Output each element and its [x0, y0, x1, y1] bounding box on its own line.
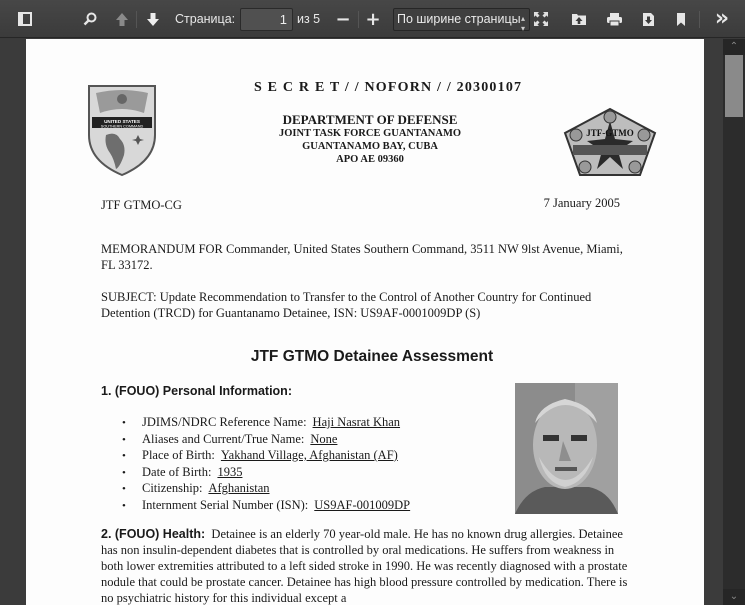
zoom-out-button[interactable]: − — [335, 8, 351, 30]
jtf-gtmo-seal — [563, 107, 657, 177]
pdf-toolbar — [0, 0, 745, 38]
detainee-photo — [515, 383, 618, 514]
southcom-seal — [86, 83, 158, 177]
zoom-select[interactable] — [393, 8, 530, 31]
list-item — [122, 464, 410, 481]
tools-button[interactable]: » — [714, 6, 730, 31]
info-label: Aliases and Current/True Name: — [142, 431, 305, 446]
window-edge — [745, 0, 755, 611]
bookmark-icon — [676, 12, 686, 27]
zoom-in-button[interactable]: + — [365, 8, 381, 30]
info-label: Date of Birth: — [142, 464, 212, 479]
location-heading: GUANTANAMO BAY, CUBA — [302, 141, 438, 152]
info-value: Afghanistan — [208, 481, 270, 495]
select-arrows-icon: ▴ ▾ — [520, 14, 525, 33]
classification-marking: S E C R E T / / NOFORN / / 20300107 — [254, 80, 523, 95]
sidebar-toggle-button[interactable] — [14, 0, 36, 38]
bookmark-button[interactable] — [671, 0, 691, 38]
open-file-icon — [571, 12, 587, 26]
office-code: JTF GTMO-CG — [101, 198, 182, 212]
arrow-down-icon — [146, 12, 160, 27]
page-label: Страница: — [175, 12, 236, 26]
info-label: Place of Birth: — [142, 448, 215, 462]
document-viewer — [0, 39, 723, 605]
jtf-gtmo-pentagon-icon — [563, 107, 657, 177]
scroll-up-button[interactable]: ⌃ — [723, 39, 745, 55]
zoom-select-value: По ширине страницы — [397, 12, 521, 26]
print-button[interactable] — [603, 0, 625, 38]
list-item — [122, 431, 410, 448]
page-number-input[interactable]: 1 — [240, 8, 293, 31]
next-page-button[interactable] — [143, 0, 163, 38]
info-value: 1935 — [217, 464, 243, 479]
scrollbar-thumb[interactable] — [725, 55, 743, 117]
department-heading: DEPARTMENT OF DEFENSE — [282, 112, 458, 127]
previous-page-button[interactable] — [112, 0, 132, 38]
pdf-page — [26, 39, 704, 605]
personal-info-list — [122, 414, 410, 513]
search-button[interactable] — [80, 0, 100, 38]
scroll-down-button[interactable]: ⌄ — [723, 589, 745, 605]
svg-text:SOUTHERN COMMAND: SOUTHERN COMMAND — [100, 124, 144, 129]
list-item — [122, 480, 410, 497]
arrow-up-icon — [115, 12, 129, 27]
section-2-heading: 2. (FOUO) Health: — [101, 527, 206, 541]
health-text: Detainee is an elderly 70 year-old male. He has no known drug allergies. Detainee has non insulin-dependent diabetes that is controlled by oral medications. He suffers from weakness in both lower extremities attributed to a left sided stroke in 1990. He was recently diagnosed with a prostate nodule that could be prostate cancer. Detainee has high blood pressure controlled by medication. There is no psychiatric history for this individual except a — [101, 527, 628, 605]
info-label: JDIMS/NDRC Reference Name: — [142, 415, 307, 429]
info-value: Yakhand Village, Afghanistan (AF) — [220, 448, 398, 462]
memorandum-line: MEMORANDUM FOR Commander, United States Southern Command, 3511 NW 9lst Avenue, Miami, FL 33172. — [101, 242, 623, 272]
section-1-heading: 1. (FOUO) Personal Information: — [101, 384, 292, 398]
svg-text:JTF-GTMO: JTF-GTMO — [586, 128, 634, 138]
vertical-scrollbar[interactable] — [723, 39, 745, 605]
search-icon — [83, 12, 97, 26]
download-icon — [642, 12, 655, 27]
memo-date: 7 January 2005 — [543, 196, 620, 210]
fullscreen-icon — [533, 11, 549, 27]
apo-heading: APO AE 09360 — [336, 154, 404, 165]
southcom-shield-icon — [86, 83, 158, 177]
assessment-title: JTF GTMO Detainee Assessment — [250, 348, 494, 365]
list-item — [122, 497, 410, 514]
open-file-button[interactable] — [568, 0, 590, 38]
window-edge — [0, 605, 755, 611]
page-count: из 5 — [297, 12, 321, 26]
print-icon — [606, 12, 623, 27]
presentation-mode-button[interactable] — [530, 0, 552, 38]
info-value: US9AF-001009DP — [314, 497, 411, 512]
info-value: None — [310, 431, 338, 446]
subject-line: SUBJECT: Update Recommendation to Transfer to the Control of Another Country for Continued Detention (TRCD) for Guantanamo Detainee, ISN: US9AF-0001009DP (S) — [101, 290, 592, 320]
portrait-icon — [515, 383, 618, 514]
list-item — [122, 447, 410, 464]
sidebar-toggle-icon — [18, 12, 32, 26]
list-item — [122, 414, 410, 431]
svg-text:UNITED STATES: UNITED STATES — [104, 119, 140, 124]
info-value: Haji Nasrat Khan — [312, 415, 401, 429]
info-label: Citizenship: — [142, 481, 203, 495]
download-button[interactable] — [637, 0, 659, 38]
health-section — [101, 526, 631, 605]
info-label: Internment Serial Number (ISN): — [142, 497, 309, 512]
task-force-heading: JOINT TASK FORCE GUANTANAMO — [278, 128, 462, 139]
